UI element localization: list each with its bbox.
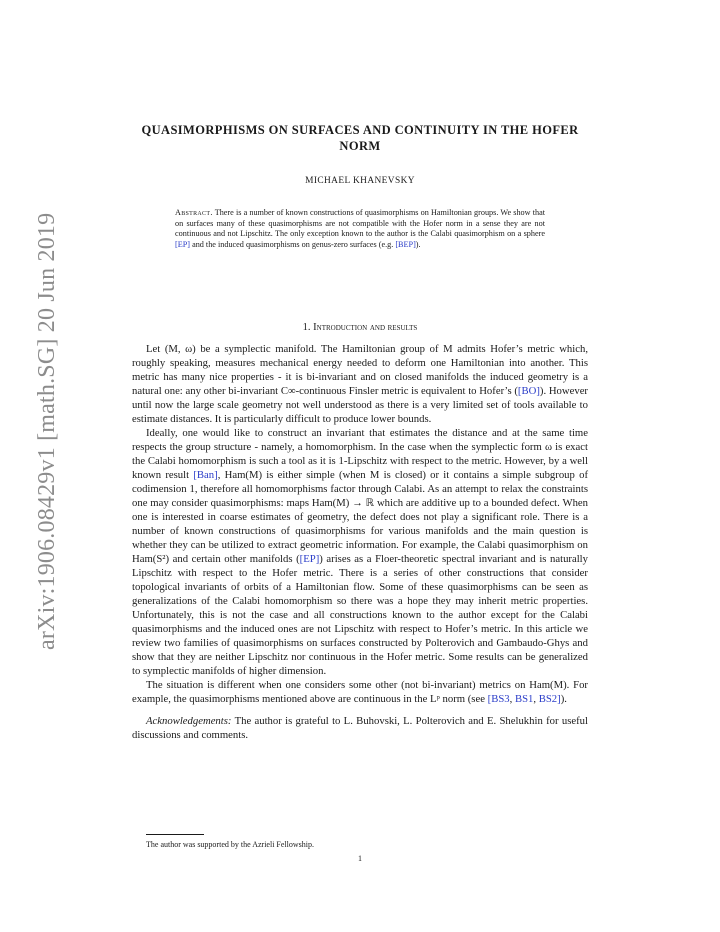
acknowledgements xyxy=(132,714,588,742)
abstract-label: Abstract. xyxy=(175,208,213,217)
author-name: MICHAEL KHANEVSKY xyxy=(305,176,415,186)
citation-separator: , xyxy=(533,693,539,705)
page-number: 1 xyxy=(358,854,362,863)
citation-link-bs2[interactable]: BS2] xyxy=(538,693,561,705)
paragraph-text: The situation is different when one considers some other (not bi-invariant) metrics on Ham(M). For example, the quasimorphisms mentioned above are continuous in the Lᵖ norm (see xyxy=(132,679,588,705)
acknowledgements-text: The author is grateful to L. Buhovski, L. Polterovich and E. Shelukhin for useful discussions and comments. xyxy=(132,715,588,741)
section-number: 1. xyxy=(302,322,311,333)
arxiv-identifier-stamp: arXiv:1906.08429v1 [math.SG] 20 Jun 2019 xyxy=(34,212,60,650)
citation-link-bo[interactable]: [BO] xyxy=(517,385,540,397)
abstract-text-3: ). xyxy=(415,240,421,250)
paragraph-quasimorphisms xyxy=(132,426,588,678)
citation-link-ban[interactable]: [Ban] xyxy=(193,469,218,481)
paragraph-text: Let (M, ω) be a symplectic manifold. The Hamiltonian group of M admits Hofer’s metric which, roughly speaking, measures mechanical energy needed to deform one Hamiltonian into another. This metric has many nice properties - it is bi-invariant and on closed manifolds the induced geometry is a natural one: any other bi-invariant C∞-continuous Finsler metric is equivalent to Hofer’s ( xyxy=(132,343,588,397)
paragraph-intro xyxy=(132,342,588,426)
acknowledgements-label: Acknowledgements: xyxy=(146,715,232,727)
paragraph-text: , Ham(M) is either simple (when M is closed) or it contains a simple subgroup of codimension 1, therefore all homomorphisms factor through Calabi. As an attempt to relax the constraints one may consider quasimorphisms: maps Ham(M) → ℝ which are additive up to a bounded defect. When one is interested in coarse estimates of geometry, the defect does not play a significant role. There is a number of known constructions of quasimorphisms for various manifolds and the main question is whether they can be utilized to extract geometric information. For example, the Calabi quasimorphism on Ham(S²) and certain other manifolds ( xyxy=(132,469,589,565)
citation-link-ep[interactable]: [EP] xyxy=(299,553,320,565)
section-title: Introduction and results xyxy=(313,322,418,333)
paragraph-text: ). However until now the large scale geometry not well understood as there is a very limited set of tools available to estimate distances. It is particularly difficult to produce lower bounds. xyxy=(132,385,588,425)
citation-separator: , xyxy=(509,693,515,705)
paragraph-other-metrics xyxy=(132,678,588,706)
abstract-text: There is a number of known constructions of quasimorphisms on Hamiltonian groups. We show that on surfaces many of these quasimorphisms are not compatible with the Hofer norm in a sense they are not continuous and not Lipschitz. The only exception known to the author is the Calabi quasimorphism on a sphere xyxy=(175,208,545,239)
footnote-divider xyxy=(146,834,204,835)
paper-title: QUASIMORPHISMS ON SURFACES AND CONTINUITY IN THE HOFER NORM xyxy=(141,123,579,153)
footnote: The author was supported by the Azrieli Fellowship. xyxy=(146,840,314,849)
citation-link-bs1[interactable]: BS1 xyxy=(514,693,534,705)
paragraph-text: ). xyxy=(560,693,567,705)
abstract-text-2: and the induced quasimorphisms on genus-zero surfaces (e.g. xyxy=(192,240,394,250)
citation-link-bs3[interactable]: [BS3 xyxy=(487,693,510,705)
paragraph-text: Ideally, one would like to construct an invariant that estimates the distance and at the same time respects the group structure - namely, a homomorphism. In the case when the symplectic form ω is exact the Calabi homomorphism is such a tool as it is 1-Lipschitz with respect to the metric. However, by a well known result xyxy=(132,427,588,481)
citation-link-bep[interactable]: [BEP] xyxy=(395,240,416,250)
body-text xyxy=(132,342,588,742)
paragraph-text: ) arises as a Floer-theoretic spectral invariant and is naturally Lipschitz with respect to the Hofer metric. There is a series of other constructions that consider topological invariants of orbits of a Hamiltonian flow. Some of these quasimorphisms can be seen as generalizations of the Calabi homomorphism so there was a hope they may inherit metric properties. Unfortunately, this is not the case and all constructions known to the author except for the Calabi quasimorphisms and the induced ones are not Lipschitz with respect to Hofer’s metric. In this article we review two families of quasimorphisms on surfaces constructed by Polterovich and Gambaudo-Ghys and show that they are neither Lipschitz nor continuous in the Hofer metric. Some results can be generalized to symplectic manifolds of higher dimension. xyxy=(132,553,588,677)
abstract xyxy=(175,208,545,251)
section-heading xyxy=(132,322,588,333)
citation-link-ep[interactable]: [EP] xyxy=(175,240,191,250)
